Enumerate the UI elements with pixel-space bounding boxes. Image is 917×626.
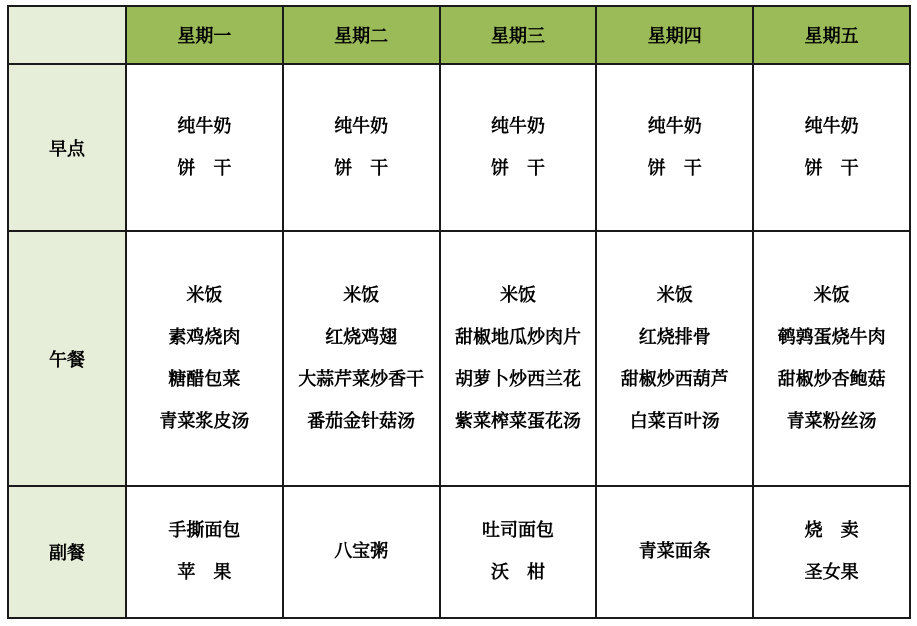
dish: 甜椒地瓜炒肉片	[454, 326, 581, 348]
dish: 胡萝卜炒西兰花	[454, 368, 581, 390]
menu-cell	[126, 231, 283, 486]
dish: 纯牛奶	[804, 115, 859, 137]
meal-label: 副餐	[8, 486, 126, 618]
dish: 紫菜榨菜蛋花汤	[454, 410, 581, 432]
dish: 甜椒炒西葫芦	[620, 368, 729, 390]
dish: 米饭	[499, 284, 536, 306]
dish: 饼 干	[647, 157, 702, 179]
dish: 沃 柑	[490, 562, 545, 583]
dish: 手撕面包	[168, 520, 241, 541]
menu-cell	[753, 486, 910, 618]
dish: 饼 干	[334, 157, 389, 179]
meal-row-lunch	[8, 231, 910, 486]
day-header: 星期四	[596, 6, 753, 64]
dish: 素鸡烧肉	[168, 326, 241, 348]
menu-cell	[283, 486, 440, 618]
menu-cell	[440, 64, 597, 231]
meal-label: 早点	[8, 64, 126, 231]
menu-cell	[283, 231, 440, 486]
dish: 青菜浆皮汤	[159, 410, 250, 432]
dish: 吐司面包	[481, 520, 554, 541]
dish: 大蒜芹菜炒香干	[298, 368, 425, 390]
dish: 八宝粥	[334, 541, 389, 562]
menu-cell	[753, 64, 910, 231]
dish: 饼 干	[804, 157, 859, 179]
dish: 纯牛奶	[490, 115, 545, 137]
dish: 苹 果	[177, 562, 232, 583]
dish: 米饭	[656, 284, 693, 306]
dish: 米饭	[343, 284, 380, 306]
dish: 米饭	[186, 284, 223, 306]
dish: 甜椒炒杏鲍菇	[777, 368, 886, 390]
dish: 烧 卖	[804, 520, 859, 541]
corner-cell	[8, 6, 126, 64]
day-header: 星期一	[126, 6, 283, 64]
meal-row-side	[8, 486, 910, 618]
menu-cell	[440, 231, 597, 486]
dish: 青菜粉丝汤	[786, 410, 877, 432]
dish: 红烧鸡翅	[325, 326, 398, 348]
dish: 米饭	[813, 284, 850, 306]
menu-cell	[283, 64, 440, 231]
dish: 圣女果	[804, 562, 859, 583]
day-header: 星期二	[283, 6, 440, 64]
weekly-menu-table	[7, 5, 911, 619]
menu-cell	[596, 231, 753, 486]
dish: 白菜百叶汤	[629, 410, 720, 432]
menu-header	[8, 6, 910, 64]
menu-cell	[126, 486, 283, 618]
menu-cell	[596, 486, 753, 618]
menu-cell	[126, 64, 283, 231]
day-header: 星期五	[753, 6, 910, 64]
dish: 饼 干	[490, 157, 545, 179]
dish: 饼 干	[177, 157, 232, 179]
dish: 纯牛奶	[177, 115, 232, 137]
dish: 青菜面条	[638, 541, 711, 562]
dish: 纯牛奶	[334, 115, 389, 137]
header-row	[8, 6, 910, 64]
dish: 红烧排骨	[638, 326, 711, 348]
menu-cell	[596, 64, 753, 231]
menu-body	[8, 64, 910, 618]
menu-cell	[440, 486, 597, 618]
dish: 鹌鹑蛋烧牛肉	[777, 326, 886, 348]
meal-row-breakfast	[8, 64, 910, 231]
day-header: 星期三	[440, 6, 597, 64]
menu-cell	[753, 231, 910, 486]
dish: 番茄金针菇汤	[307, 410, 416, 432]
meal-label: 午餐	[8, 231, 126, 486]
dish: 纯牛奶	[647, 115, 702, 137]
dish: 糖醋包菜	[168, 368, 241, 390]
